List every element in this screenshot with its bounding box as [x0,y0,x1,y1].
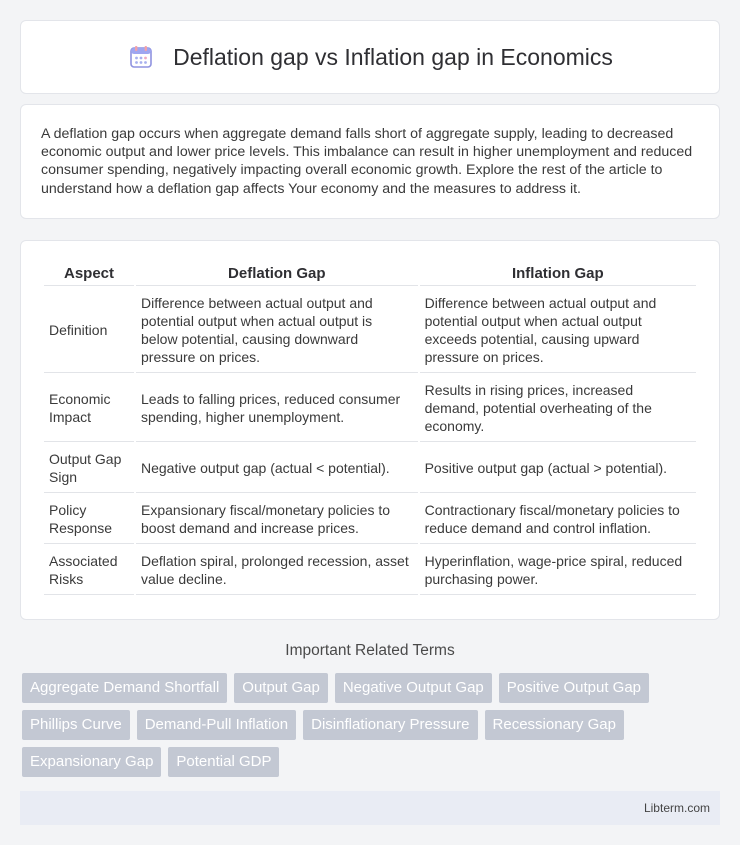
deflation-cell: Difference between actual output and potential output when actual output is below potential, causing downward pressure on prices. [136,288,418,373]
related-term-tag[interactable]: Recessionary Gap [485,710,624,740]
comparison-table [42,261,698,597]
deflation-cell: Negative output gap (actual < potential). [136,444,418,493]
table-row [44,444,696,493]
related-term-tag[interactable]: Positive Output Gap [499,673,649,703]
inflation-cell: Contractionary fiscal/monetary policies to reduce demand and control inflation. [420,495,696,544]
table-header-row [44,263,696,286]
table-row [44,495,696,544]
table-row [44,288,696,373]
table-row [44,375,696,442]
related-term-tag[interactable]: Phillips Curve [22,710,130,740]
inflation-cell: Positive output gap (actual > potential). [420,444,696,493]
footer-brand-link[interactable]: Libterm.com [643,800,710,815]
aspect-cell: Economic Impact [44,375,134,442]
related-term-tag[interactable]: Potential GDP [168,747,279,777]
related-term-tag[interactable]: Expansionary Gap [22,747,161,777]
related-term-tag[interactable]: Demand-Pull Inflation [137,710,296,740]
aspect-cell: Policy Response [44,495,134,544]
intro-section [20,104,720,219]
related-term-tag[interactable]: Disinflationary Pressure [303,710,477,740]
aspect-cell: Output Gap Sign [44,444,134,493]
column-header-deflation-gap: Deflation Gap [136,263,418,286]
column-header-aspect: Aspect [44,263,134,286]
deflation-cell: Expansionary fiscal/monetary policies to boost demand and increase prices. [136,495,418,544]
deflation-cell: Leads to falling prices, reduced consumer spending, higher unemployment. [136,375,418,442]
related-term-tag[interactable]: Negative Output Gap [335,673,492,703]
inflation-cell: Difference between actual output and potential output when actual output exceeds potential, causing upward pressure on prices. [420,288,696,373]
footer [20,791,720,825]
page-title: Deflation gap vs Inflation gap in Economics [173,43,613,70]
related-terms-title: Important Related Terms [285,641,455,659]
table-row [44,546,696,595]
calendar-icon [127,43,155,71]
related-term-tag[interactable]: Aggregate Demand Shortfall [22,673,227,703]
inflation-cell: Results in rising prices, increased demand, potential overheating of the economy. [420,375,696,442]
aspect-cell: Associated Risks [44,546,134,595]
page-header [20,20,720,94]
related-terms-list [22,673,718,777]
column-header-inflation-gap: Inflation Gap [420,263,696,286]
deflation-cell: Deflation spiral, prolonged recession, asset value decline. [136,546,418,595]
inflation-cell: Hyperinflation, wage-price spiral, reduced purchasing power. [420,546,696,595]
aspect-cell: Definition [44,288,134,373]
intro-paragraph: A deflation gap occurs when aggregate demand falls short of aggregate supply, leading to decreased economic output and lower price levels. This imbalance can result in higher unemployment and reduced consumer spending, negatively impacting overall economic growth. Explore the rest of the article to understand how a deflation gap affects Your economy and the measures to address it. [41,126,693,197]
comparison-table-card [20,240,720,620]
related-term-tag[interactable]: Output Gap [234,673,328,703]
